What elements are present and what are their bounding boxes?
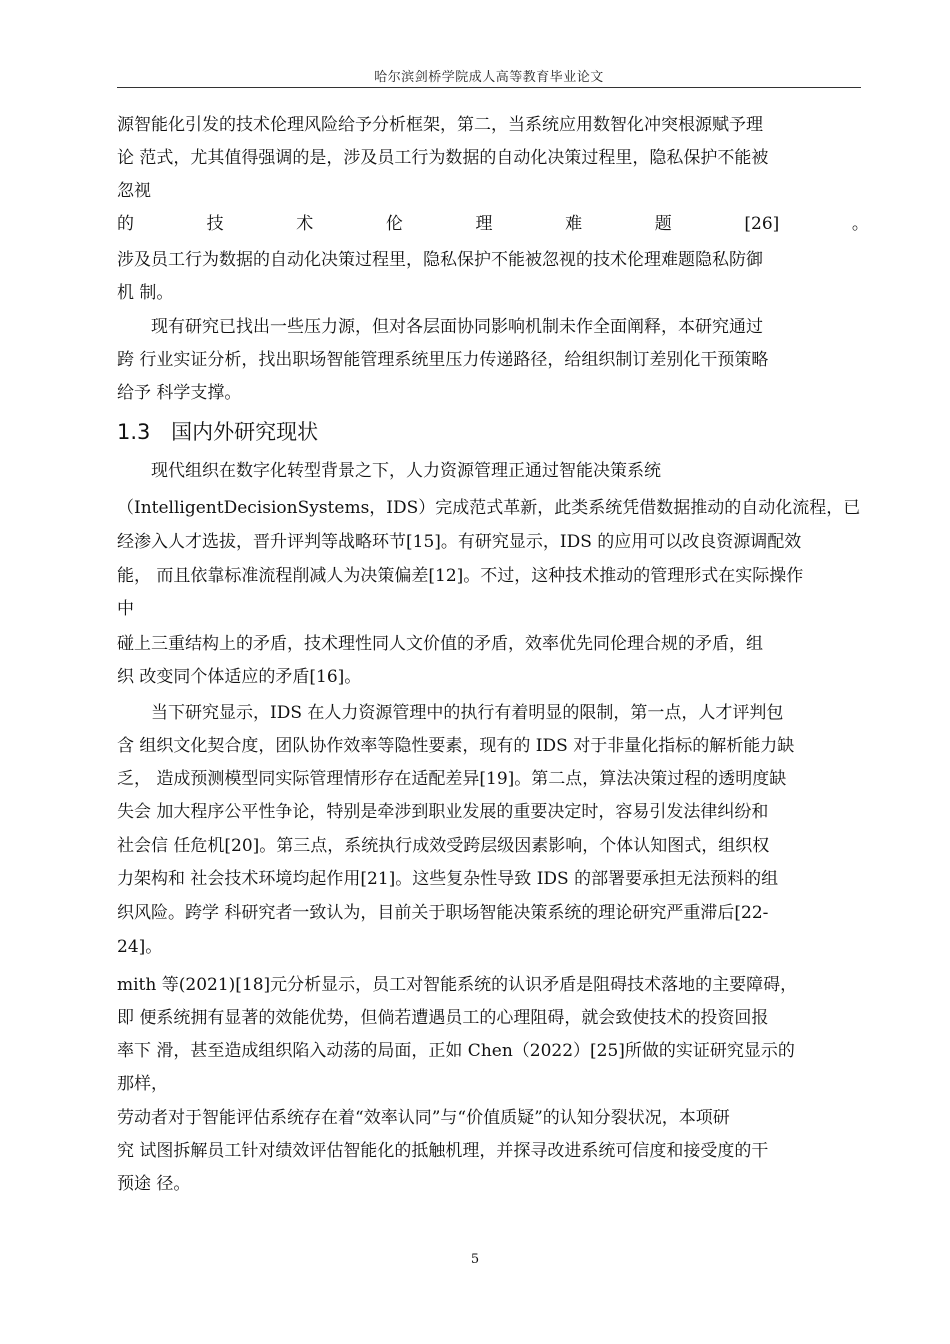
paragraph-line: 中	[117, 599, 134, 619]
paragraph-line: 含 组织文化契合度，团队协作效率等隐性要素，现有的 IDS 对于非量化指标的解析能力缺	[117, 736, 795, 756]
spread-line	[117, 212, 869, 236]
paragraph-line: 源智能化引发的技术伦理风险给予分析框架，第二，当系统应用数智化冲突根源赋予理	[117, 115, 763, 135]
paragraph-line: 即 便系统拥有显著的效能优势，但倘若遭遇员工的心理阻碍，就会致使技术的投资回报	[117, 1008, 769, 1028]
paragraph-line: 社会信 任危机[20]。第三点，系统执行成效受跨层级因素影响，个体认知图式，组织权	[117, 836, 770, 856]
paragraph-line: 忽视	[117, 181, 151, 201]
paragraph-line: 碰上三重结构上的矛盾，技术理性同人文价值的矛盾，效率优先同伦理合规的矛盾，组	[117, 634, 763, 654]
spread-word: 题	[654, 214, 672, 234]
paragraph-line: 率下 滑，甚至造成组织陷入动荡的局面，正如 Chen（2022）[25]所做的实证研究显示的	[117, 1041, 795, 1061]
spread-word: [26]	[744, 214, 780, 234]
paragraph-line: 现有研究已找出一些压力源，但对各层面协同影响机制未作全面阐释，本研究通过	[151, 317, 763, 337]
paragraph-line: 当下研究显示，IDS 在人力资源管理中的执行有着明显的限制，第一点，人才评判包	[151, 703, 784, 723]
paragraph-line: 论 范式，尤其值得强调的是，涉及员工行为数据的自动化决策过程里，隐私保护不能被	[117, 148, 769, 168]
section-number: 1.3	[117, 420, 151, 444]
spread-word: 理	[475, 214, 493, 234]
paragraph-line: 能， 而且依靠标准流程削减人为决策偏差[12]。不过，这种技术推动的管理形式在实际操作	[117, 566, 804, 586]
paragraph-line: 劳动者对于智能评估系统存在着“效率认同”与“价值质疑”的认知分裂状况，本项研	[117, 1108, 730, 1128]
paragraph-line: （IntelligentDecisionSystems，IDS）完成范式革新，此类系统凭借数据推动的自动化流程，已	[117, 498, 861, 518]
paragraph-line: 那样，	[117, 1074, 168, 1094]
paragraph-line: mith 等(2021)[18]元分析显示，员工对智能系统的认识矛盾是阻碍技术落地的主要障碍，	[117, 975, 798, 995]
paragraph-line: 跨 行业实证分析，找出职场智能管理系统里压力传递路径，给组织制订差别化干预策略	[117, 350, 769, 370]
page-header: 哈尔滨剑桥学院成人高等教育毕业论文	[374, 70, 604, 85]
page-number: 5	[470, 1252, 480, 1267]
paragraph-line: 失会 加大程序公平性争论，特别是牵涉到职业发展的重要决定时，容易引发法律纠纷和	[117, 802, 769, 822]
paragraph-line: 力架构和 社会技术环境均起作用[21]。这些复杂性导致 IDS 的部署要承担无法预料的组	[117, 869, 779, 889]
section-title: 国内外研究现状	[171, 420, 319, 444]
spread-word: 术	[296, 214, 314, 234]
paragraph-line: 24]。	[117, 937, 163, 957]
spread-word: 难	[565, 214, 583, 234]
paragraph-line: 织风险。跨学 科研究者一致认为，目前关于职场智能决策系统的理论研究严重滞后[22-	[117, 903, 769, 923]
spread-word: 伦	[385, 214, 403, 234]
spread-word: 技	[206, 214, 224, 234]
section-heading	[117, 418, 318, 446]
paragraph-line: 经渗入人才选拔，晋升评判等战略环节[15]。有研究显示，IDS 的应用可以改良资源调配效	[117, 532, 802, 552]
header-rule	[117, 87, 861, 88]
paragraph-line: 给予 科学支撑。	[117, 383, 242, 403]
paragraph-line: 乏， 造成预测模型同实际管理情形存在适配差异[19]。第二点，算法决策过程的透明度缺	[117, 769, 787, 789]
paragraph-line: 现代组织在数字化转型背景之下，人力资源管理正通过智能决策系统	[151, 461, 661, 481]
paragraph-line: 织 改变同个体适应的矛盾[16]。	[117, 667, 362, 687]
spread-word: 的	[117, 214, 134, 234]
paragraph-line: 机 制。	[117, 283, 174, 303]
paragraph-line: 究 试图拆解员工针对绩效评估智能化的抵触机理，并探寻改进系统可信度和接受度的干	[117, 1141, 769, 1161]
paragraph-line: 预途 径。	[117, 1174, 191, 1194]
spread-word: 。	[851, 214, 869, 234]
paragraph-line: 涉及员工行为数据的自动化决策过程里，隐私保护不能被忽视的技术伦理难题隐私防御	[117, 250, 763, 270]
